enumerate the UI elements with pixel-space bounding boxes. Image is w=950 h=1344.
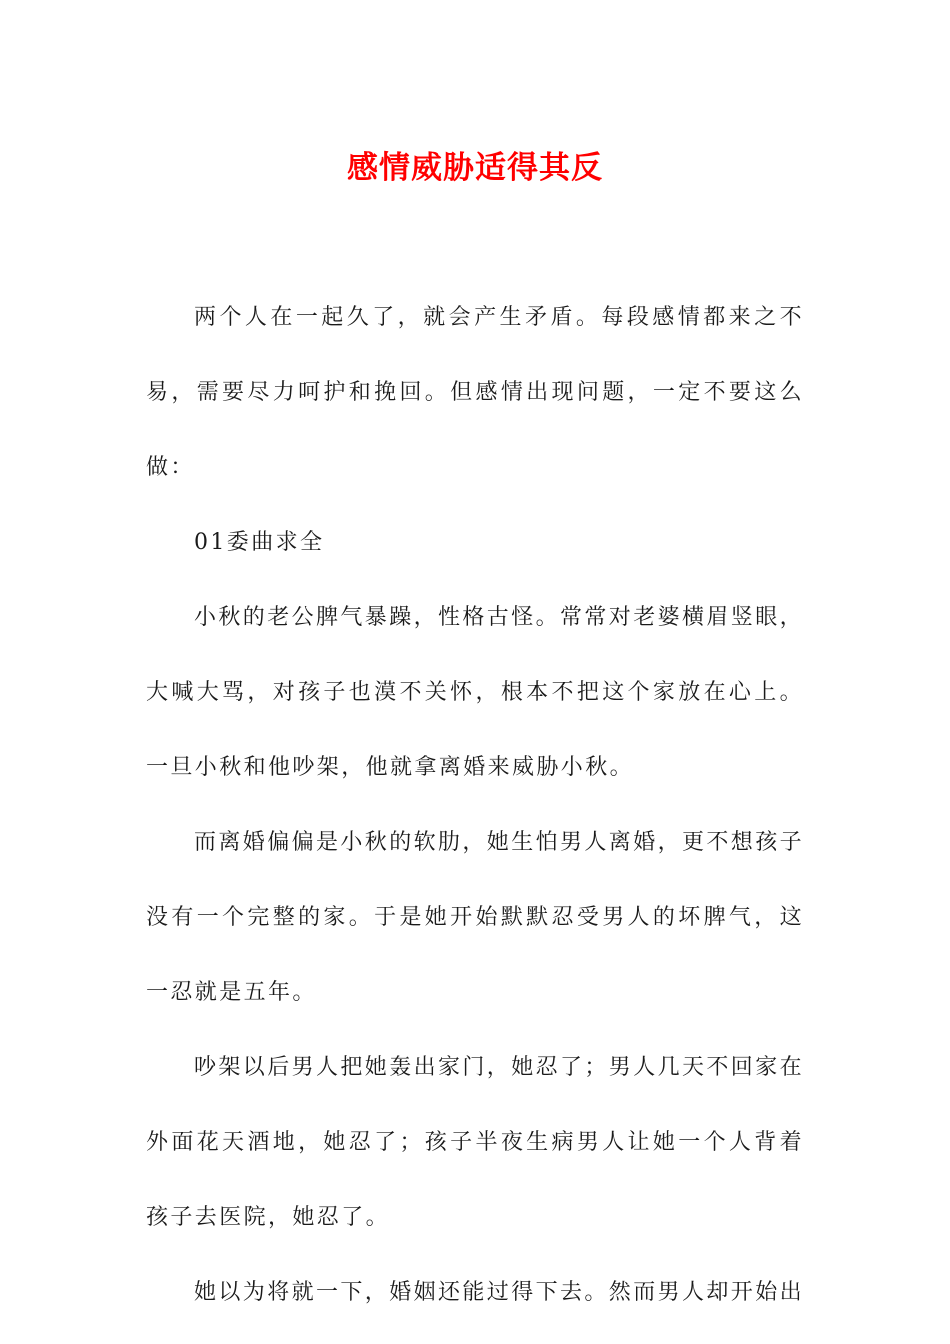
paragraph-story-3: 吵架以后男人把她轰出家门，她忍了；男人几天不回家在外面花天酒地，她忍了；孩子半夜生病男人让她一个人背着孩子去医院，她忍了。 bbox=[146, 1055, 805, 1230]
paragraph-story-1: 小秋的老公脾气暴躁，性格古怪。常常对老婆横眉竖眼，大喊大骂，对孩子也漠不关怀，根本不把这个家放在心上。一旦小秋和他吵架，他就拿离婚来威胁小秋。 bbox=[146, 605, 805, 780]
section-heading-01: 01委曲求全 bbox=[194, 530, 325, 555]
paragraph-story-4: 她以为将就一下，婚姻还能过得下去。然而男人却开始出 bbox=[194, 1280, 805, 1305]
document-title: 感情威胁适得其反 bbox=[347, 150, 603, 186]
paragraph-story-2: 而离婚偏偏是小秋的软肋，她生怕男人离婚，更不想孩子没有一个完整的家。于是她开始默默忍受男人的坏脾气，这一忍就是五年。 bbox=[146, 830, 805, 1005]
paragraph-intro: 两个人在一起久了，就会产生矛盾。每段感情都来之不易，需要尽力呵护和挽回。但感情出现问题，一定不要这么做： bbox=[146, 305, 804, 480]
document-body bbox=[146, 280, 804, 1330]
